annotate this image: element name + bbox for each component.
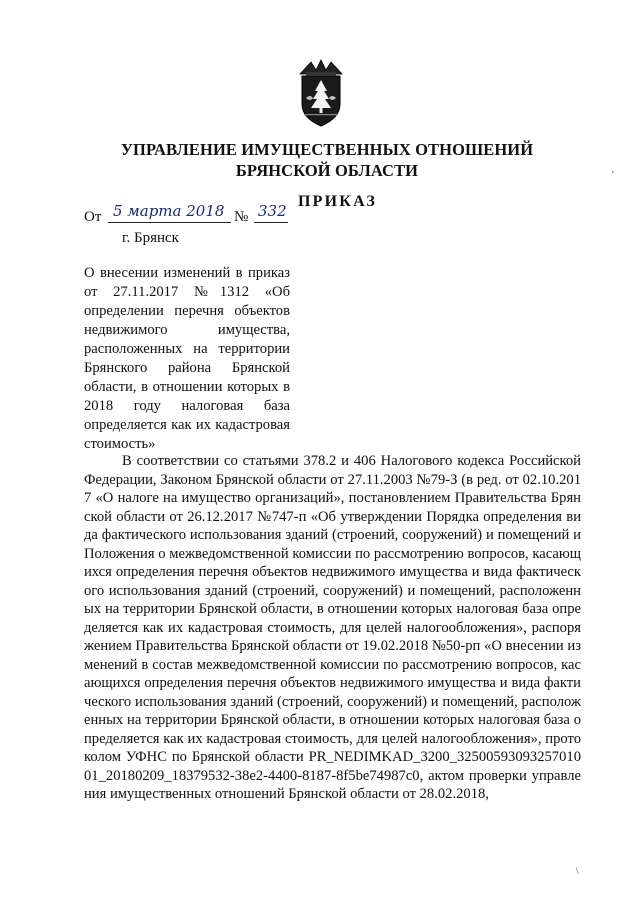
order-subject: О внесении изменений в приказ от 27.11.2017 №1312 «Об определении перечня объектов недвижимого имущества, расположенных на территории Брянского района Брянской области, в отношении которых в 2018 году налоговая база определяется как их кадастровая стоимость» [84, 265, 290, 452]
scan-mark-bottom: \ [576, 866, 579, 876]
coat-of-arms-icon [296, 58, 346, 128]
scan-mark-top: ' [612, 170, 614, 181]
authority-line-1: УПРАВЛЕНИЕ ИМУЩЕСТВЕННЫХ ОТНОШЕНИЙ [120, 140, 534, 159]
number-label: № [234, 209, 249, 225]
authority-line-2: БРЯНСКОЙ ОБЛАСТИ [235, 161, 419, 180]
preamble-paragraph: В соответствии со статьями 378.2 и 406 Налогового кодекса Российской Федерации, Законом Брянской области от 27.11.2003 №79-З (в ред. от 02.10.2017 «О налоге на имущество организаций», постановлением Правительства Брянской области от 26.12.2017 №747-п «Об утверждении Порядка определения вида фактического использования зданий (строений, сооружений) и помещений и Положения о межведомственной комиссии по рассмотрению вопросов, касающихся определения перечня объектов недвижимого имущества и вида фактического использования зданий (строений, сооружений) и помещений, расположенных на территории Брянской области, в отношении которых налоговая база определяется как их кадастровая стоимость, для целей налогообложения», распоряжением Правительства Брянской области от 19.02.2018 №50-рп «О внесении изменений в состав межведомственной комиссии по рассмотрению вопросов, касающихся определения перечня объектов недвижимого имущества и вида фактического использования зданий (строений, сооружений) и помещений, расположенных на территории Брянской области, в отношении которых налоговая база определяется как их кадастровая стоимость, для целей налогообложения», протоколом УФНС по Брянской области PR_NEDIMKAD_3200_3250059309325701001_20180209_18379532-38e2-4400-8187-8f5be74987c0, актом проверки управления имущественных отношений Брянской области от 28.02.2018, [84, 453, 581, 802]
handwritten-number: 332 [258, 202, 287, 220]
document-type-title: ПРИКАЗ [298, 193, 378, 210]
city: г. Брянск [122, 230, 179, 246]
issuing-authority [0, 139, 640, 181]
handwritten-date: 5 марта 2018 [113, 202, 225, 220]
date-prefix: От [84, 209, 102, 225]
date-underline [108, 222, 231, 223]
number-underline [254, 222, 288, 223]
